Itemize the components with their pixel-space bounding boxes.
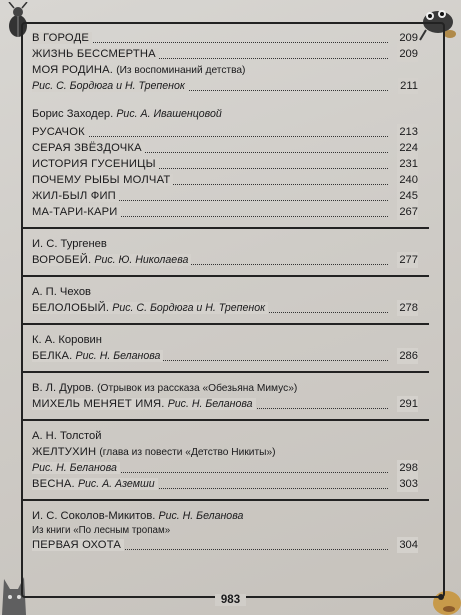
entry-title: ПОЧЕМУ РЫБЫ МОЛЧАТ — [32, 174, 173, 186]
entry-title: ИСТОРИЯ ГУСЕНИЦЫ — [32, 158, 159, 170]
entry-title: СЕРАЯ ЗВЁЗДОЧКА — [32, 142, 145, 154]
entry-page: 298 — [399, 462, 418, 474]
toc-entry[interactable] — [32, 348, 418, 364]
toc-entry[interactable] — [32, 62, 418, 78]
illustrator-credit: Рис. Н. Беланова — [167, 398, 253, 410]
author-name: А. П. Чехов — [32, 286, 92, 298]
entry-page: 240 — [399, 174, 418, 186]
toc-entry-illustrator — [32, 78, 418, 94]
entry-page: 304 — [399, 539, 418, 551]
author-name: И. С. Тургенев — [32, 238, 107, 250]
toc-entry[interactable] — [32, 252, 418, 268]
illustrator-credit: Рис. С. Бордюга и Н. Трепенок — [112, 302, 266, 314]
entry-page: 213 — [399, 126, 418, 138]
entry-title: БЕЛКА. — [32, 350, 73, 362]
author-name: К. А. Коровин — [32, 334, 102, 346]
section-divider — [21, 275, 429, 277]
entry-title: ВЕСНА. — [32, 478, 75, 490]
book-source: Из книги «По лесным тропам» — [32, 525, 171, 536]
section-divider — [21, 323, 429, 325]
toc-entry[interactable] — [32, 537, 418, 553]
entry-note: (Из воспоминаний детства) — [116, 65, 246, 76]
toc-entry[interactable] — [32, 46, 418, 62]
toc-entry[interactable] — [32, 30, 418, 46]
toc-entry[interactable] — [32, 300, 418, 316]
entry-page: 267 — [399, 206, 418, 218]
entry-page: 303 — [399, 478, 418, 490]
page-number-text: 983 — [215, 594, 246, 606]
toc-entry[interactable] — [32, 172, 418, 188]
toc-entry[interactable] — [32, 476, 418, 492]
illustrator-credit: Рис. Н. Беланова — [158, 510, 244, 522]
illustrator-credit: Рис. С. Бордюга и Н. Трепенок — [32, 80, 188, 92]
entry-title: БЕЛОЛОБЫЙ. — [32, 302, 110, 314]
toc-entry[interactable] — [32, 396, 418, 412]
illustrator-credit: Рис. А. Ивашенцовой — [116, 108, 222, 120]
entry-title: ЖИЗНЬ БЕССМЕРТНА — [32, 48, 159, 60]
section-divider — [21, 499, 429, 501]
entry-title: В ГОРОДЕ — [32, 32, 92, 44]
entry-page: 224 — [399, 142, 418, 154]
entry-note: (Отрывок из рассказа «Обезьяна Мимус») — [97, 383, 298, 394]
entry-title: ЖЕЛТУХИН — [32, 446, 97, 458]
entry-note: (глава из повести «Детство Никиты») — [99, 447, 276, 458]
toc-entry-illustrator — [32, 460, 418, 476]
entry-page: 277 — [399, 254, 418, 266]
illustrator-credit: Рис. Ю. Николаева — [94, 254, 189, 266]
table-of-contents — [32, 30, 418, 553]
section-divider — [21, 227, 429, 229]
entry-page: 286 — [399, 350, 418, 362]
entry-title: МОЯ РОДИНА. — [32, 64, 114, 76]
toc-entry[interactable] — [32, 124, 418, 140]
illustrator-credit: Рис. Н. Беланова — [75, 350, 161, 362]
entry-page: 291 — [399, 398, 418, 410]
page-number — [0, 594, 461, 606]
illustrator-credit: Рис. А. Аземши — [77, 478, 155, 490]
entry-page: 245 — [399, 190, 418, 202]
entry-page: 231 — [399, 158, 418, 170]
author-line — [32, 508, 418, 524]
author-name: А. Н. Толстой — [32, 430, 102, 442]
author-line — [32, 106, 418, 122]
author-name: И. С. Соколов-Микитов. — [32, 510, 156, 522]
section-divider — [21, 371, 429, 373]
author-name: В. Л. Дуров. — [32, 382, 95, 394]
toc-entry[interactable] — [32, 188, 418, 204]
entry-title: РУСАЧОК — [32, 126, 88, 138]
entry-title: ЖИЛ-БЫЛ ФИП — [32, 190, 119, 202]
toc-entry[interactable] — [32, 156, 418, 172]
entry-page: 211 — [400, 80, 418, 92]
entry-title: МИХЕЛЬ МЕНЯЕТ ИМЯ. — [32, 398, 165, 410]
entry-title: ВОРОБЕЙ. — [32, 254, 92, 266]
author-line — [32, 380, 418, 396]
section-divider — [21, 419, 429, 421]
entry-page: 278 — [399, 302, 418, 314]
author-name: Борис Заходер. — [32, 108, 114, 120]
entry-title: МА-ТАРИ-КАРИ — [32, 206, 121, 218]
illustrator-credit: Рис. Н. Беланова — [32, 462, 120, 474]
toc-entry[interactable] — [32, 140, 418, 156]
entry-page: 209 — [399, 32, 418, 44]
toc-entry[interactable] — [32, 204, 418, 220]
toc-entry[interactable] — [32, 444, 418, 460]
entry-title: ПЕРВАЯ ОХОТА — [32, 539, 124, 551]
entry-page: 209 — [399, 48, 418, 60]
